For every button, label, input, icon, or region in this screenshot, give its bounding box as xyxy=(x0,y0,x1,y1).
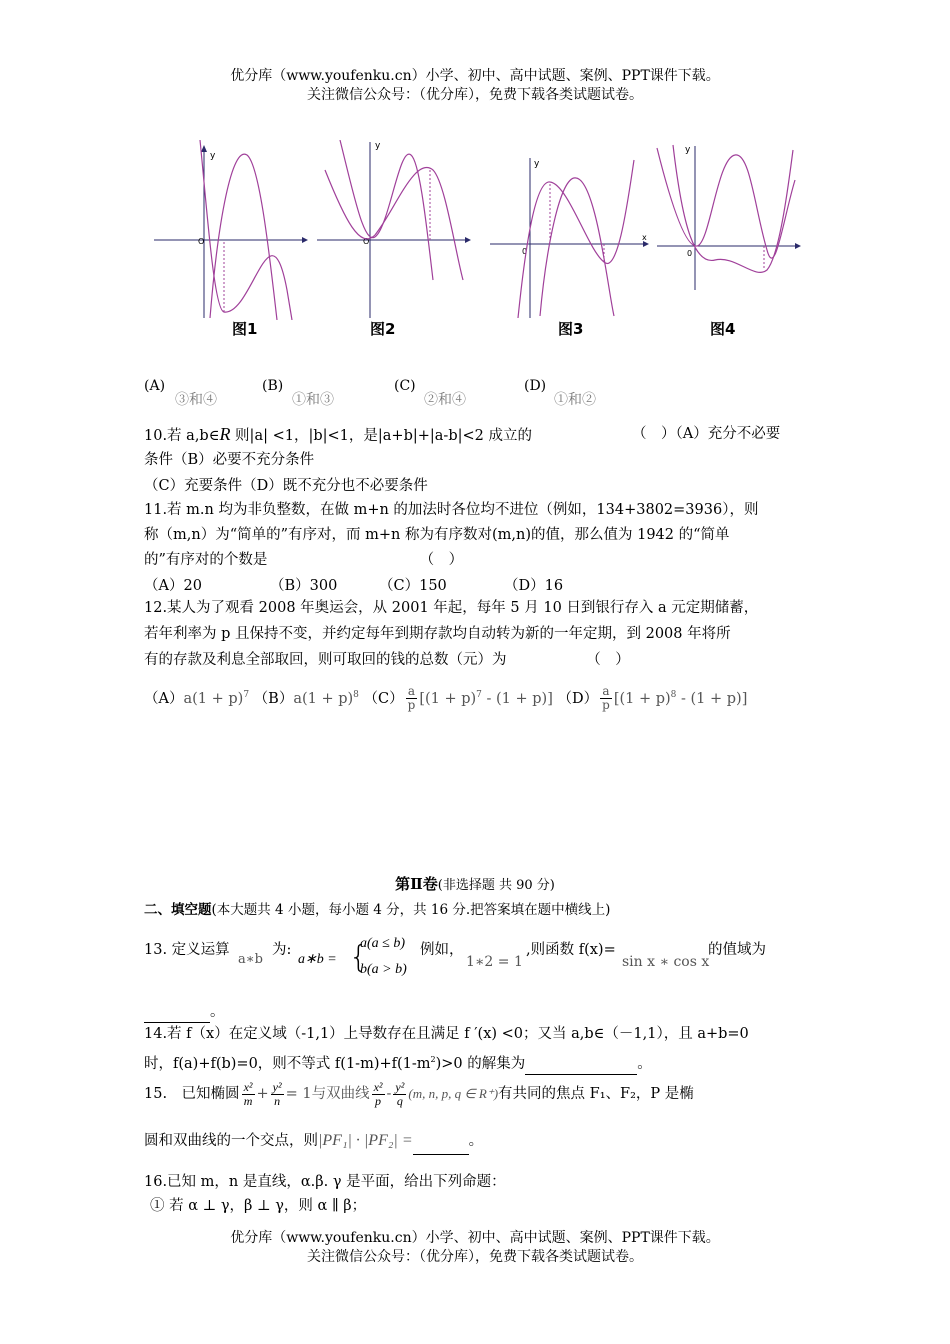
q12-option-a-label: （A） xyxy=(144,690,184,707)
q16-line-1: 16.已知 m，n 是直线，α.β. γ 是平面，给出下列命题： xyxy=(144,1174,506,1190)
q9-option-d-label: (D) xyxy=(524,378,547,394)
q11-option-c: （C）150 xyxy=(379,578,447,594)
q12-option-b-expr: a(1 + p) xyxy=(293,690,354,707)
q9-option-d-value: ①和② xyxy=(554,392,596,408)
q12-line-2: 若年利率为 p 且保持不变，并约定每年到期存款均自动转为新的一年定期，到 2008 年将所 xyxy=(144,626,731,642)
figure-4-caption: 图4 xyxy=(710,320,736,338)
figure-3-caption: 图3 xyxy=(558,320,584,338)
q12-options: $(A)a(1 + p)^7$ $(B)a(1 + p)^8$ （C） $\frac{a}{p}$ $[(1 + p)^7 - (1 + p)]$ （D） $\frac{a}{p}$ $[(1 + p)^8 - (1 + p)]$ xyxy=(144,684,748,713)
q16-line-2: ① 若 α ⊥ γ，β ⊥ γ，则 α ∥ β； xyxy=(150,1198,367,1214)
origin-label: O xyxy=(198,237,205,246)
header-line-2: 关注微信公众号：（优分库），免费下载各类试题试卷。 xyxy=(307,87,643,103)
footer-line-1: 优分库（www.youfenku.cn）小学、初中、高中试题、案例、PPT课件下载。 xyxy=(230,1230,720,1246)
q10-line-3: （C）充要条件（D）既不充分也不必要条件 xyxy=(144,478,428,494)
q9-option-c-label: (C) xyxy=(394,378,416,394)
svg-text:y: y xyxy=(375,141,381,151)
part2-title: 第Ⅱ卷(非选择题 共 90 分) xyxy=(395,875,555,893)
svg-text:0: 0 xyxy=(522,247,528,256)
q12-option-b-label: （B） xyxy=(253,690,294,707)
q9-option-a-value: ③和④ xyxy=(175,392,217,408)
svg-text:x: x xyxy=(642,233,647,242)
q9-option-c-value: ②和④ xyxy=(424,392,466,408)
axis-y-label: y xyxy=(210,151,216,161)
svg-text:0: 0 xyxy=(687,249,693,258)
figure-1-caption: 图1 xyxy=(232,320,258,338)
q13-example: 1∗2 = 1 xyxy=(466,954,523,970)
q14-line-2: 时，f(a)+f(b)=0，则不等式 $f(1-m)+f(1-m^2)>0$ 的解集为 。 xyxy=(144,1050,814,1075)
header-line-1: 优分库（www.youfenku.cn）小学、初中、高中试题、案例、PPT课件下载。 xyxy=(230,68,720,84)
figure-4 xyxy=(655,140,805,320)
q9-option-b-label: (B) xyxy=(262,378,284,394)
q13-line-1: 13. 定义运算 a∗b 为: a∗b = { a(a ≤ b) b(a > b) 例如， 1∗2 = 1 ,则函数 f(x)= sin x ∗ cos x 的值域为 xyxy=(144,936,766,977)
q12-line-3: 有的存款及利息全部取回，则可取回的钱的总数（元）为 （ ） xyxy=(144,652,630,668)
figure-2-caption: 图2 xyxy=(370,320,396,338)
svg-text:y: y xyxy=(685,145,691,155)
q10-line-2: 条件（B）必要不充分条件 xyxy=(144,452,315,468)
q15-line-2: 圆和双曲线的一个交点，则|PF₁| · |PF₂| = 。 xyxy=(144,1128,814,1155)
figure-3 xyxy=(488,140,653,320)
q10-line-1: 10.若 a,b∈R 则|a| <1，|b|<1，是|a+b|+|a-b|<2 成立的 （ ）（A）充分不必要 xyxy=(144,424,781,444)
q11-option-d: （D）16 xyxy=(504,578,564,594)
svg-text:y: y xyxy=(534,159,540,169)
q12-option-c-label: （C） xyxy=(363,690,404,707)
q12-option-a-expr: a(1 + p) xyxy=(183,690,244,707)
q12-line-1: 12.某人为了观看 2008 年奥运会，从 2001 年起，每年 5 月 10 日到银行存入 a 元定期储蓄， xyxy=(144,600,759,616)
part2-section: 二、填空题(本大题共 4 小题，每小题 4 分，共 16 分.把答案填在题中横线上) xyxy=(144,902,611,918)
svg-text:O: O xyxy=(363,237,370,246)
q11-line-2: 称（m,n）为“简单的”有序对，而 m+n 称为有序数对(m,n)的值，那么值为 1942 的“简单 xyxy=(144,527,730,543)
q13-line-2: 。 xyxy=(144,1002,814,1023)
footer-line-2: 关注微信公众号：（优分库），免费下载各类试题试卷。 xyxy=(307,1249,643,1265)
q11-option-a: （A）20 xyxy=(144,578,202,594)
q13-func-expr: sin x ∗ cos x xyxy=(622,954,710,970)
q14-line-1: 14.若 f（x）在定义域（-1,1）上导数存在且满足 f ′(x) <0；又当 a,b∈（－1,1），且 a+b=0 xyxy=(144,1026,749,1042)
q12-option-c-frac: $\frac{a}{p}$ xyxy=(407,684,416,713)
figure-1 xyxy=(152,140,312,320)
q11-line-3: 的”有序对的个数是 （ ） xyxy=(144,552,464,568)
q12-option-d-frac: $\frac{a}{p}$ xyxy=(602,684,610,713)
q11-option-b: （B）300 xyxy=(270,578,338,594)
q15-line-1: 15. 已知椭圆 $\frac{\text{x²}}{m}$ + $\frac{\text{y²}}{n}$ = 1与双曲线 $\frac{\text{x²}}{p}$ - $\frac{\text{y²}}{q}$ (m, n, p, q ∈ R⁺)有共同的焦点 F₁、F₂，P 是椭 xyxy=(144,1079,694,1108)
q11-line-1: 11.若 m.n 均为非负整数，在做 m+n 的加法时各位均不进位（例如，134+3802=3936），则 xyxy=(144,502,759,518)
q9-option-a-label: (A) xyxy=(144,378,166,394)
q13-op: a∗b xyxy=(238,952,263,967)
figure-2 xyxy=(315,140,475,320)
q9-option-b-value: ①和③ xyxy=(292,392,334,408)
q12-option-d-label: （D） xyxy=(557,690,599,707)
